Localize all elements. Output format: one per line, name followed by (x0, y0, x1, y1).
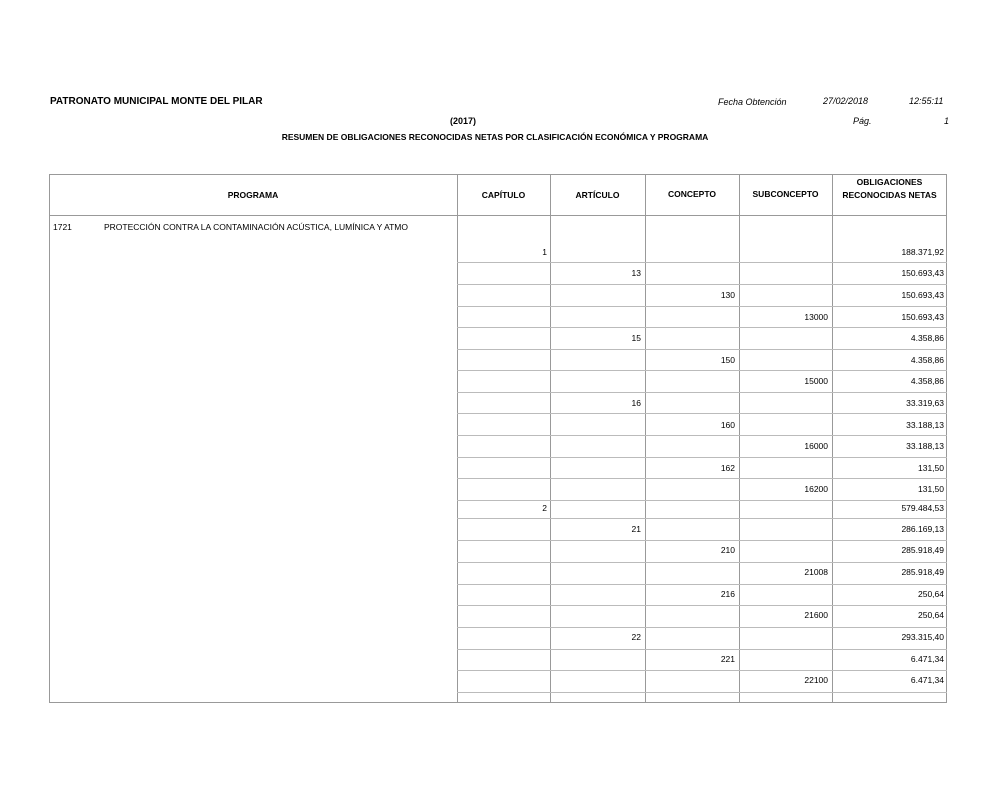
importe-cell: 150.693,43 (901, 312, 944, 322)
row-divider (457, 284, 947, 285)
row-divider (457, 500, 947, 501)
row-divider (457, 649, 947, 650)
row-divider (457, 349, 947, 350)
subconcepto-cell: 16200 (804, 484, 828, 494)
report-year: (2017) (450, 116, 477, 126)
column-divider (739, 174, 740, 703)
row-divider (457, 478, 947, 479)
concepto-cell: 221 (720, 654, 735, 664)
row-divider (457, 540, 947, 541)
importe-cell: 250,64 (918, 589, 944, 599)
importe-cell: 579.484,53 (901, 503, 944, 513)
row-divider (457, 627, 947, 628)
articulo-cell: 22 (631, 632, 641, 642)
column-header-programa: PROGRAMA (227, 190, 279, 200)
report-title: RESUMEN DE OBLIGACIONES RECONOCIDAS NETAS POR CLASIFICACIÓN ECONÓMICA Y PROGRAMA (281, 132, 709, 142)
time-value: 12:55:11 (909, 96, 944, 106)
importe-cell: 188.371,92 (901, 247, 944, 257)
capitulo-cell: 2 (542, 503, 547, 513)
row-divider (457, 457, 947, 458)
importe-cell: 4.358,86 (910, 333, 944, 343)
organization-name: PATRONATO MUNICIPAL MONTE DEL PILAR (50, 96, 263, 107)
importe-cell: 293.315,40 (901, 632, 944, 642)
concepto-cell: 130 (720, 290, 735, 300)
concepto-cell: 216 (720, 589, 735, 599)
row-divider (457, 370, 947, 371)
importe-cell: 250,64 (918, 610, 944, 620)
concepto-cell: 150 (720, 355, 735, 365)
program-name: PROTECCIÓN CONTRA LA CONTAMINACIÓN ACÚSTICA, LUMÍNICA Y ATMO (104, 222, 408, 232)
importe-cell: 150.693,43 (901, 290, 944, 300)
articulo-cell: 21 (631, 524, 641, 534)
row-divider (457, 413, 947, 414)
column-divider (550, 174, 551, 703)
concepto-cell: 210 (720, 545, 735, 555)
row-divider (457, 392, 947, 393)
page-label: Pág. (853, 116, 872, 126)
table-frame (49, 174, 947, 703)
importe-cell: 33.188,13 (906, 420, 944, 430)
header-divider (49, 215, 947, 216)
row-divider (457, 262, 947, 263)
row-divider (457, 327, 947, 328)
date-value: 27/02/2018 (823, 96, 869, 106)
importe-cell: 286.169,13 (901, 524, 944, 534)
importe-cell: 285.918,49 (901, 567, 944, 577)
column-header-subconcepto: SUBCONCEPTO (752, 189, 819, 199)
row-divider (457, 518, 947, 519)
articulo-cell: 16 (631, 398, 641, 408)
row-divider (457, 562, 947, 563)
column-divider (457, 174, 458, 703)
subconcepto-cell: 22100 (804, 675, 828, 685)
importe-cell: 33.188,13 (906, 441, 944, 451)
importe-cell: 4.358,86 (910, 376, 944, 386)
column-header-articulo: ARTÍCULO (575, 190, 620, 200)
row-divider (457, 584, 947, 585)
subconcepto-cell: 16000 (804, 441, 828, 451)
subconcepto-cell: 21600 (804, 610, 828, 620)
column-header-concepto: CONCEPTO (667, 189, 717, 199)
column-divider (832, 174, 833, 703)
subconcepto-cell: 15000 (804, 376, 828, 386)
row-divider (457, 306, 947, 307)
subconcepto-cell: 21008 (804, 567, 828, 577)
importe-cell: 33.319,63 (906, 398, 944, 408)
importe-cell: 6.471,34 (910, 654, 944, 664)
program-code: 1721 (53, 222, 72, 232)
concepto-cell: 160 (720, 420, 735, 430)
date-label: Fecha Obtención (718, 97, 787, 107)
concepto-cell: 162 (720, 463, 735, 473)
row-divider (457, 670, 947, 671)
capitulo-cell: 1 (542, 247, 547, 257)
importe-cell: 6.471,34 (910, 675, 944, 685)
articulo-cell: 13 (631, 268, 641, 278)
subconcepto-cell: 13000 (804, 312, 828, 322)
row-divider (457, 435, 947, 436)
importe-cell: 4.358,86 (910, 355, 944, 365)
row-divider (457, 605, 947, 606)
importe-cell: 285.918,49 (901, 545, 944, 555)
importe-cell: 150.693,43 (901, 268, 944, 278)
articulo-cell: 15 (631, 333, 641, 343)
importe-cell: 131,50 (918, 484, 944, 494)
column-header-capitulo: CAPÍTULO (481, 190, 526, 200)
column-header-obligaciones: OBLIGACIONES RECONOCIDAS NETAS (842, 177, 937, 200)
page-number: 1 (944, 116, 950, 126)
column-divider (645, 174, 646, 703)
row-divider (457, 692, 947, 693)
importe-cell: 131,50 (918, 463, 944, 473)
